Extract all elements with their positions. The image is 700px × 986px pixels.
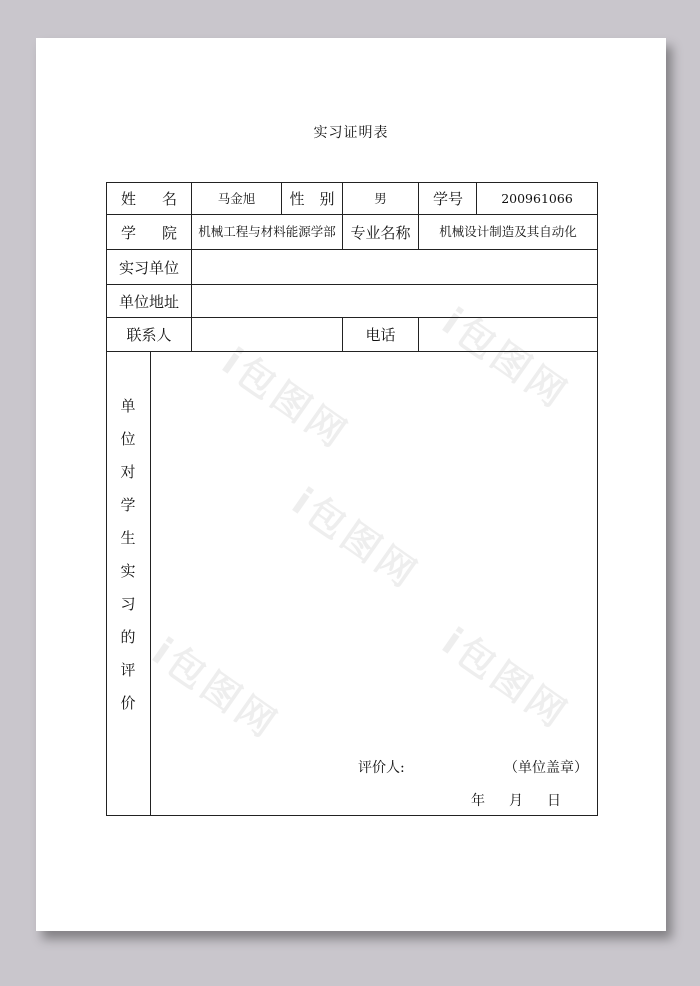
student-id-value: 200961066 <box>476 182 598 215</box>
form-title: 实习证明表 <box>313 125 389 141</box>
watermark-logo: i包图网 <box>434 619 577 738</box>
contact-value <box>191 317 343 352</box>
phone-label: 电话 <box>342 317 419 352</box>
watermark-logo: i包图网 <box>144 629 287 748</box>
college-value: 机械工程与材料能源学部 <box>191 214 343 250</box>
phone-value <box>418 317 598 352</box>
contact-label: 联系人 <box>106 317 192 352</box>
gender-value: 男 <box>342 182 419 215</box>
date-day: 日 <box>547 793 561 809</box>
internship-unit-value <box>191 249 598 285</box>
internship-unit-label: 实习单位 <box>106 249 192 285</box>
evaluation-side-label: 单 位 对 学 生 实 习 的 评 价 <box>120 397 136 712</box>
college-label: 学 院 <box>106 214 192 250</box>
date-year: 年 <box>471 793 485 809</box>
gender-label: 性 别 <box>281 182 343 215</box>
date-month: 月 <box>509 793 523 809</box>
student-id-label: 学 号 <box>418 182 477 215</box>
watermark-logo: i包图网 <box>434 299 577 418</box>
watermark-logo: i包图网 <box>214 339 357 458</box>
name-label: 姓 名 <box>106 182 192 215</box>
seal-label: （单位盖章） <box>504 760 588 776</box>
major-label: 专业名称 <box>342 214 419 250</box>
watermark-logo: i包图网 <box>284 479 427 598</box>
evaluation-area <box>150 351 598 816</box>
unit-address-label: 单位地址 <box>106 284 192 318</box>
evaluator-label: 评价人: <box>358 760 405 776</box>
name-value: 马金旭 <box>191 182 282 215</box>
unit-address-value <box>191 284 598 318</box>
form-page <box>36 38 666 931</box>
major-value: 机械设计制造及其自动化 <box>418 214 598 250</box>
